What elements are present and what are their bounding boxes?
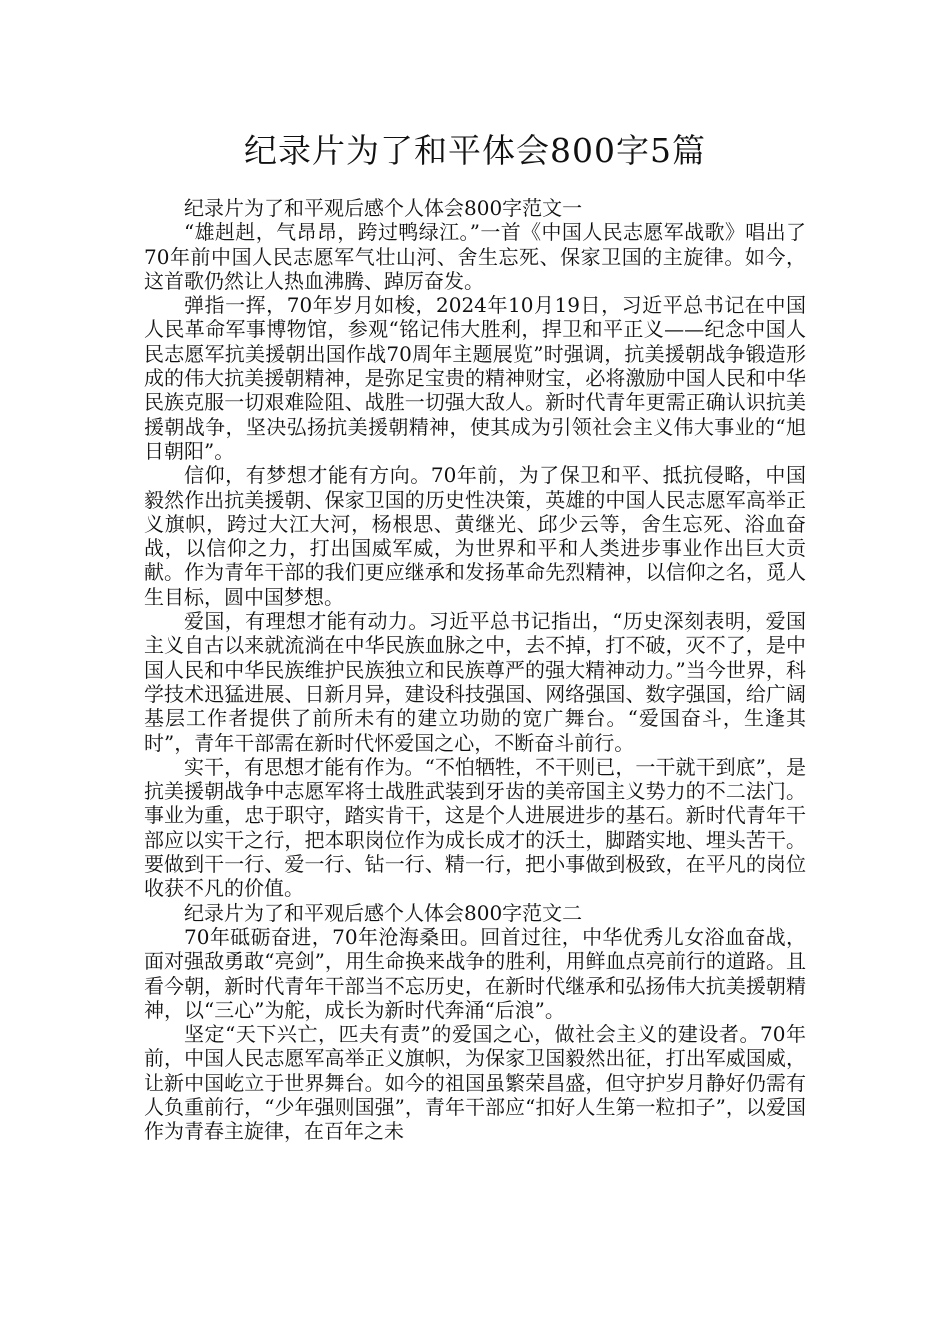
paragraph: 弹指一挥，70年岁月如梭，2024年10月19日，习近平总书记在中国人民革命军事博物馆，参观“铭记伟大胜利，捍卫和平正义——纪念中国人民志愿军抗美援朝出国作战70周年主题展览”时强调，抗美援朝战争锻造形成的伟大抗美援朝精神，是弥足宝贵的精神财宝，必将激励中国人民和中华民族克服一切艰难险阻、战胜一切强大敌人。新时代青年更需正确认识抗美援朝战争，坚决弘扬抗美援朝精神，使其成为引领社会主义伟大事业的“旭日朝阳”。 xyxy=(144,293,806,463)
section-heading: 纪录片为了和平观后感个人体会800字范文一 xyxy=(184,196,583,220)
document-body xyxy=(144,196,806,1144)
section-heading: 纪录片为了和平观后感个人体会800字范文二 xyxy=(184,900,583,925)
paragraph: 70年砥砺奋进，70年沧海桑田。回首过往，中华优秀儿女浴血奋战，面对强敌勇敢“亮剑”，用生命换来战争的胜利，用鲜血点亮前行的道路。且看今朝，新时代青年干部当不忘历史，在新时代继承和弘扬伟大抗美援朝精神，以“三心”为舵，成长为新时代奔涌“后浪”。 xyxy=(144,924,806,1022)
document-title: 纪录片为了和平体会800字5篇 xyxy=(244,131,706,170)
paragraph: 实干，有思想才能有作为。“不怕牺牲，不干则已，一干就干到底”，是抗美援朝战争中志愿军将士战胜武装到牙齿的美帝国主义势力的不二法门。事业为重，忠于职守，踏实肯干，这是个人进展进步的基石。新时代青年干部应以实干之行，把本职岗位作为成长成才的沃土，脚踏实地、埋头苦干。要做到干一行、爱一行、钻一行、精一行，把小事做到极致，在平凡的岗位收获不凡的价值。 xyxy=(144,754,806,901)
paragraph: 爱国，有理想才能有动力。习近平总书记指出，“历史深刻表明，爱国主义自古以来就流淌在中华民族血脉之中，去不掉，打不破，灭不了，是中国人民和中华民族维护民族独立和民族尊严的强大精神动力。”当今世界，科学技术迅猛进展、日新月异，建设科技强国、网络强国、数字强国，给广阔基层工作者提供了前所未有的建立功勋的宽广舞台。“爱国奋斗，生逢其时”，青年干部需在新时代怀爱国之心，不断奋斗前行。 xyxy=(144,609,806,755)
paragraph: “雄赳赳，气昂昂，跨过鸭绿江。”一首《中国人民志愿军战歌》唱出了70年前中国人民志愿军气壮山河、舍生忘死、保家卫国的主旋律。如今，这首歌仍然让人热血沸腾、踔厉奋发。 xyxy=(144,220,806,293)
paragraph: 坚定“天下兴亡，匹夫有责”的爱国之心，做社会主义的建设者。70年前，中国人民志愿军高举正义旗帜，为保家卫国毅然出征，打出军威国威，让新中国屹立于世界舞台。如今的祖国虽繁荣昌盛，但守护岁月静好仍需有人负重前行，“少年强则国强”，青年干部应“扣好人生第一粒扣子”，以爱国作为青春主旋律，在百年之未 xyxy=(144,1022,806,1144)
document-page xyxy=(144,128,806,1144)
paragraph: 信仰，有梦想才能有方向。70年前，为了保卫和平、抵抗侵略，中国毅然作出抗美援朝、保家卫国的历史性决策，英雄的中国人民志愿军高举正义旗帜，跨过大江大河，杨根思、黄继光、邱少云等，舍生忘死、浴血奋战，以信仰之力，打出国威军威，为世界和平和人类进步事业作出巨大贡献。作为青年干部的我们更应继承和发扬革命先烈精神，以信仰之名，觅人生目标，圆中国梦想。 xyxy=(144,463,806,609)
